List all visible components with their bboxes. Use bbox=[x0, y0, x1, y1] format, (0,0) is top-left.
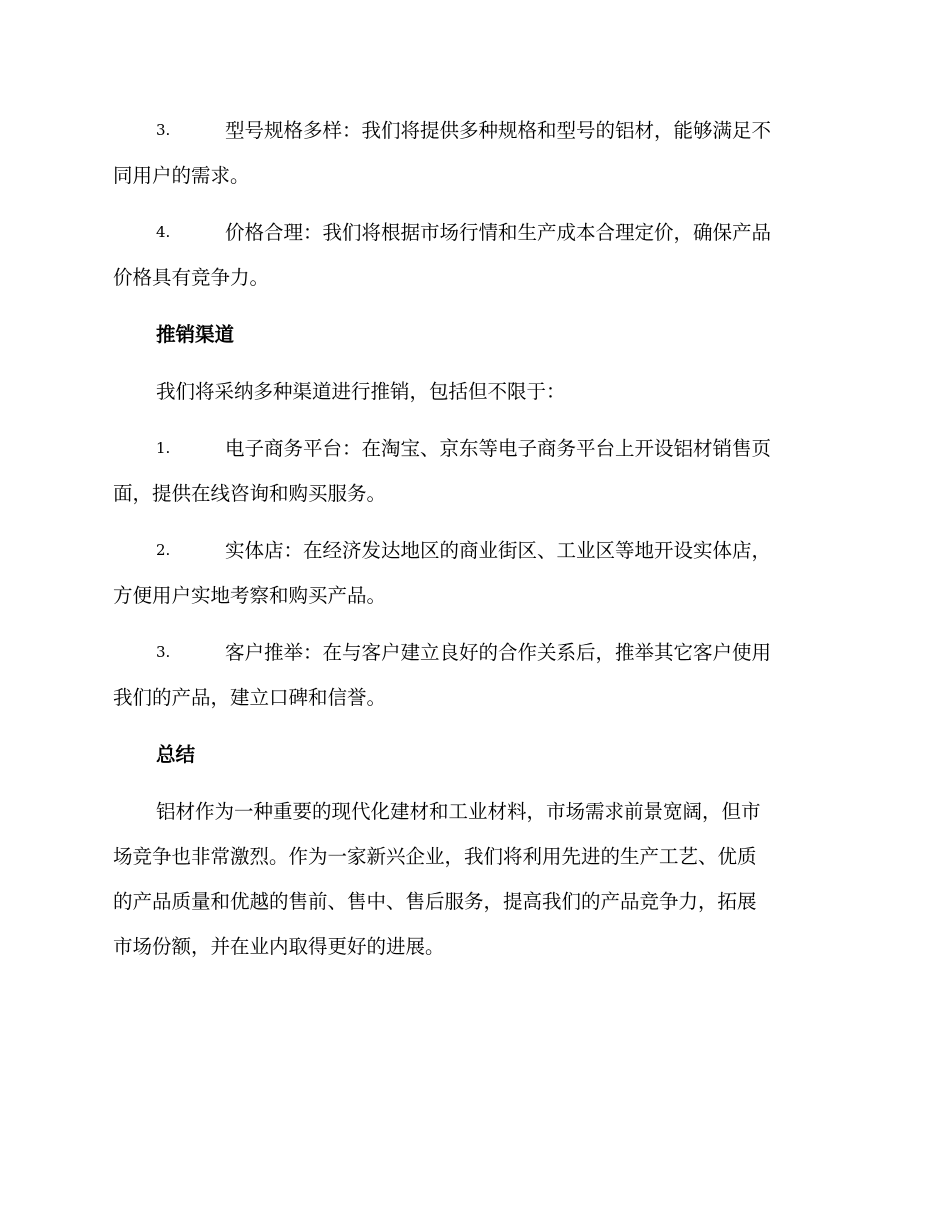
list-item bbox=[113, 528, 833, 618]
list-number: 4. bbox=[156, 223, 171, 241]
list-text-line: 电子商务平台：在淘宝、京东等电子商务平台上开设铝材销售页 bbox=[225, 437, 772, 460]
list-text-line: 价格合理：我们将根据市场行情和生产成本合理定价，确保产品 bbox=[225, 221, 772, 244]
intro-paragraph bbox=[113, 369, 833, 414]
list-item bbox=[113, 426, 833, 516]
paragraph-line: 的产品质量和优越的售前、售中、售后服务，提高我们的产品竞争力，拓展 bbox=[113, 890, 757, 913]
section-heading-channels: 推销渠道 bbox=[156, 323, 235, 346]
list-number: 2. bbox=[156, 541, 171, 559]
list-text-line: 方便用户实地考察和购买产品。 bbox=[113, 584, 387, 607]
section-heading-summary: 总结 bbox=[156, 743, 196, 766]
list-number: 3. bbox=[156, 643, 171, 661]
paragraph-line: 我们将采纳多种渠道进行推销，包括但不限于： bbox=[156, 380, 566, 403]
list-text-line: 我们的产品，建立口碑和信誉。 bbox=[113, 686, 387, 709]
document-body bbox=[113, 108, 833, 981]
summary-paragraph bbox=[113, 789, 833, 969]
list-text-line: 同用户的需求。 bbox=[113, 164, 250, 187]
list-number: 1. bbox=[156, 439, 171, 457]
list-text-line: 客户推举：在与客户建立良好的合作关系后，推举其它客户使用 bbox=[225, 641, 772, 664]
list-item bbox=[113, 630, 833, 720]
list-text-line: 价格具有竞争力。 bbox=[113, 266, 270, 289]
paragraph-line: 市场份额，并在业内取得更好的进展。 bbox=[113, 935, 445, 958]
list-text-line: 型号规格多样：我们将提供多种规格和型号的铝材，能够满足不 bbox=[225, 119, 772, 142]
list-item bbox=[113, 108, 833, 198]
list-text-line: 面，提供在线咨询和购买服务。 bbox=[113, 482, 387, 505]
paragraph-line: 场竞争也非常激烈。作为一家新兴企业，我们将利用先进的生产工艺、优质 bbox=[113, 845, 757, 868]
list-item bbox=[113, 210, 833, 300]
list-number: 3. bbox=[156, 121, 171, 139]
paragraph-line: 铝材作为一种重要的现代化建材和工业材料，市场需求前景宽阔，但市 bbox=[156, 800, 761, 823]
list-text-line: 实体店：在经济发达地区的商业街区、工业区等地开设实体店， bbox=[225, 539, 772, 562]
